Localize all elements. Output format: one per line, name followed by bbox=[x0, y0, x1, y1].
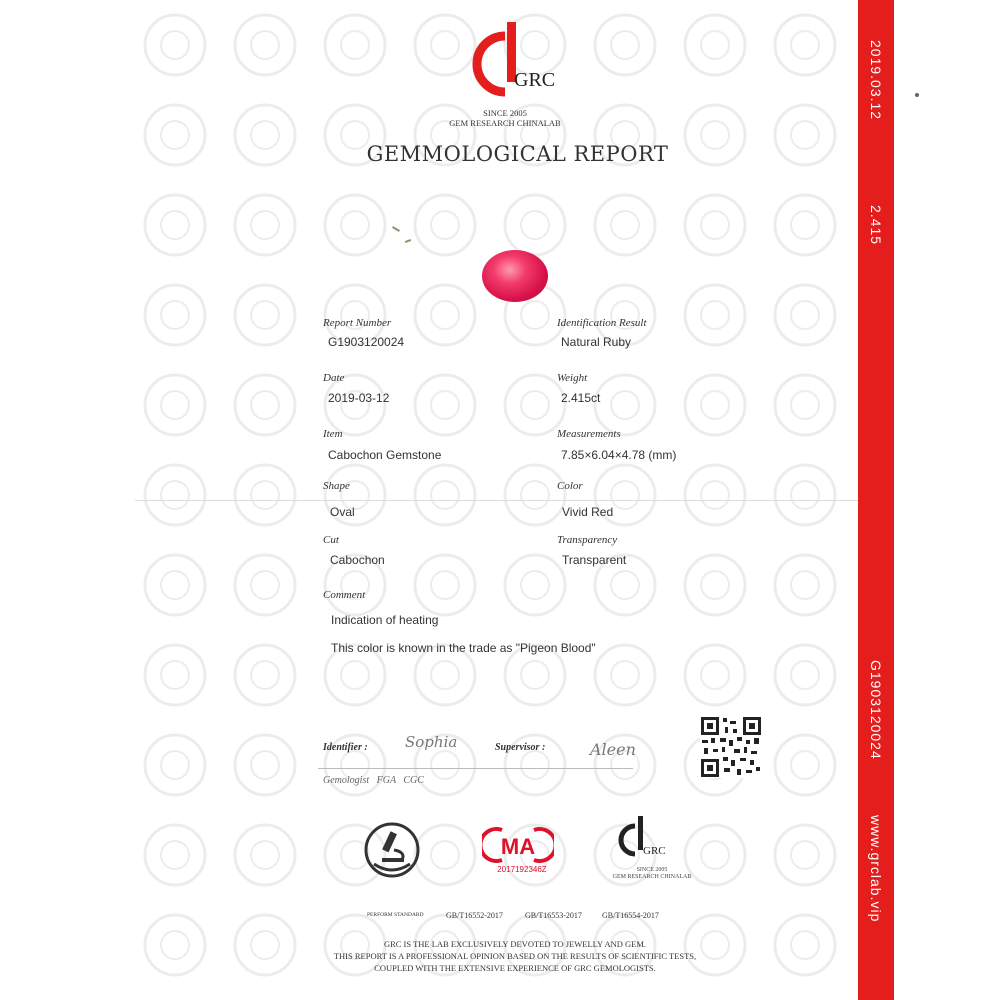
fold-line bbox=[135, 500, 860, 501]
supervisor-signature: Aleen bbox=[590, 740, 636, 759]
standard-item: GB/T16553-2017 bbox=[525, 911, 582, 920]
field-value: 2019-03-12 bbox=[328, 391, 390, 405]
standard-item: GB/T16552-2017 bbox=[446, 911, 503, 920]
page-title: GEMMOLOGICAL REPORT bbox=[366, 142, 669, 166]
field-value: Transparent bbox=[562, 553, 627, 567]
field-label: Weight bbox=[557, 372, 588, 384]
cma-seal-icon bbox=[482, 826, 554, 864]
comment-line: This color is known in the trade as "Pigeon Blood" bbox=[331, 641, 596, 655]
field-value: Cabochon Gemstone bbox=[328, 448, 442, 462]
comment-label: Comment bbox=[323, 589, 366, 601]
grc-seal-icon bbox=[615, 814, 675, 870]
footer-note bbox=[285, 938, 745, 974]
supervisor-label: Supervisor : bbox=[495, 742, 546, 753]
grc-seal-lab: GEM RESEARCH CHINALAB bbox=[612, 874, 692, 880]
field-value: Oval bbox=[330, 505, 355, 519]
gemstone-photo bbox=[482, 250, 548, 302]
field-value: 7.85×6.04×4.78 (mm) bbox=[561, 448, 677, 462]
since-text: SINCE 2005 bbox=[483, 108, 527, 118]
punch-mark bbox=[915, 93, 919, 97]
field-value: Natural Ruby bbox=[561, 335, 632, 349]
standard-item: GB/T16554-2017 bbox=[602, 911, 659, 920]
grc-seal-text: GRC bbox=[643, 845, 666, 857]
grc-seal-caption bbox=[612, 867, 692, 881]
footer-line: THIS REPORT IS A PROFESSIONAL OPINION BASED ON THE RESULTS OF SCIENTIFIC TESTS, bbox=[333, 951, 697, 961]
cma-text: MA bbox=[500, 834, 536, 859]
field-value: 2.415ct bbox=[561, 391, 601, 405]
cma-number: 2017192346Z bbox=[497, 865, 547, 874]
grc-seal-since: SINCE 2005 bbox=[636, 867, 668, 873]
field-label: Report Number bbox=[323, 317, 392, 329]
strip-weight: 2.415 bbox=[868, 205, 884, 246]
field-value: Vivid Red bbox=[562, 505, 614, 519]
footer-line: GRC IS THE LAB EXCLUSIVELY DEVOTED TO JEWELLY AND GEM. bbox=[383, 939, 647, 949]
strip-report-number: G1903120024 bbox=[868, 660, 884, 760]
comment-line: Indication of heating bbox=[331, 613, 439, 627]
qr-code bbox=[700, 716, 762, 778]
strip-date: 2019.03.12 bbox=[868, 40, 884, 121]
field-label: Cut bbox=[323, 534, 339, 546]
field-label: Shape bbox=[323, 480, 350, 492]
signature-line bbox=[318, 768, 633, 769]
field-label: Item bbox=[323, 428, 343, 440]
field-label: Identification Result bbox=[557, 317, 647, 329]
gemologist-credentials: Gemologist FGA CGC bbox=[323, 775, 424, 786]
strip-website: www.grclab.vip bbox=[868, 815, 884, 923]
logo-caption bbox=[440, 108, 570, 128]
identifier-signature: Sophia bbox=[405, 733, 458, 751]
field-value: G1903120024 bbox=[328, 335, 405, 349]
field-label: Transparency bbox=[557, 534, 618, 546]
lab-name: GEM RESEARCH CHINALAB bbox=[449, 118, 561, 128]
identifier-label: Identifier : bbox=[323, 742, 368, 753]
footer-line: COUPLED WITH THE EXTENSIVE EXPERIENCE OF GRC GEMOLOGISTS. bbox=[374, 963, 656, 973]
field-label: Color bbox=[557, 480, 583, 492]
side-strip bbox=[858, 0, 894, 1000]
field-label: Date bbox=[323, 372, 345, 384]
logo-text: GRC bbox=[514, 69, 556, 91]
standards-label: PERFORM STANDARD bbox=[367, 912, 424, 918]
field-label: Measurements bbox=[557, 428, 621, 440]
microscope-seal-icon bbox=[362, 820, 422, 880]
field-value: Cabochon bbox=[330, 553, 385, 567]
